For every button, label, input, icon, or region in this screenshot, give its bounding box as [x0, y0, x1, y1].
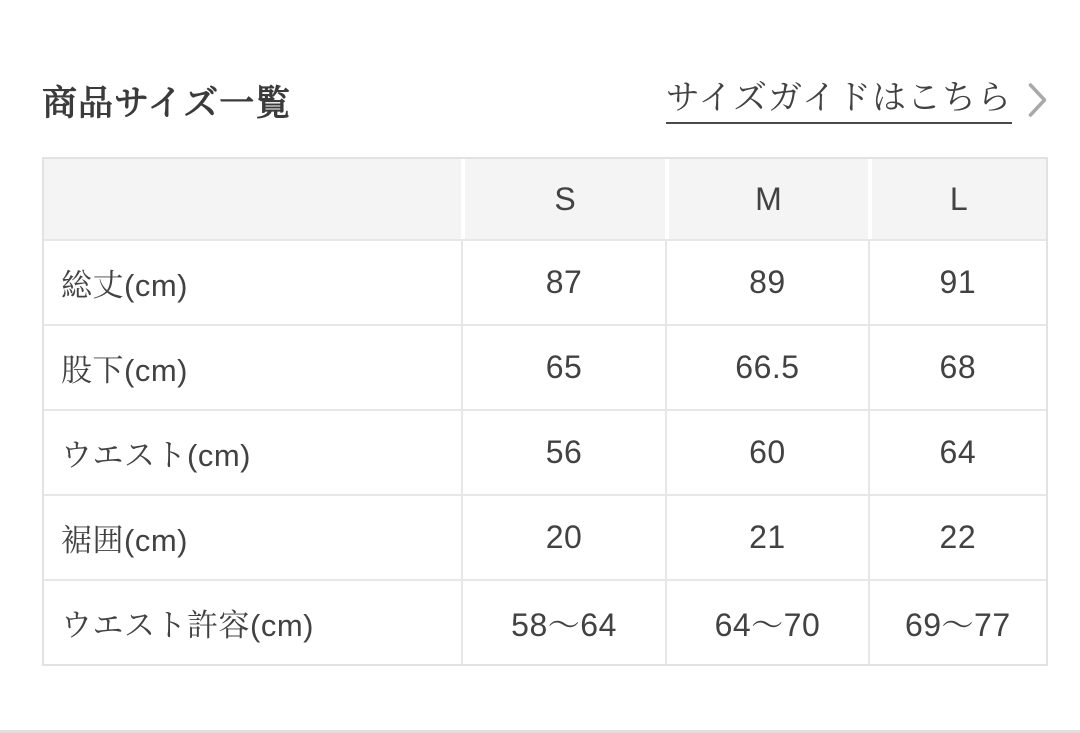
size-table-header-row — [44, 159, 1046, 239]
chevron-right-icon — [1027, 82, 1048, 122]
header-cell-size-m: M — [665, 159, 867, 239]
row-label: 股下(cm) — [44, 324, 461, 409]
row-label: 裾囲(cm) — [44, 494, 461, 579]
table-row-hem-circumference — [44, 494, 1046, 579]
cell-value: 91 — [868, 239, 1046, 324]
table-row-inseam — [44, 324, 1046, 409]
table-row-total-length — [44, 239, 1046, 324]
cell-value: 58〜64 — [461, 579, 665, 664]
cell-value: 20 — [461, 494, 665, 579]
header-cell-size-l: L — [868, 159, 1046, 239]
cell-value: 22 — [868, 494, 1046, 579]
cell-value: 64 — [868, 409, 1046, 494]
size-guide-link[interactable] — [666, 80, 1048, 124]
row-label: ウエスト許容(cm) — [44, 579, 461, 664]
cell-value: 89 — [665, 239, 867, 324]
table-row-waist-allowance — [44, 579, 1046, 664]
cell-value: 87 — [461, 239, 665, 324]
cell-value: 69〜77 — [868, 579, 1046, 664]
cell-value: 21 — [665, 494, 867, 579]
cell-value: 66.5 — [665, 324, 867, 409]
header-cell-blank — [44, 159, 461, 239]
cell-value: 60 — [665, 409, 867, 494]
header-cell-size-s: S — [461, 159, 665, 239]
row-label: ウエスト(cm) — [44, 409, 461, 494]
table-row-waist — [44, 409, 1046, 494]
cell-value: 56 — [461, 409, 665, 494]
size-table — [42, 157, 1048, 666]
size-guide-link-label: サイズガイドはこちら — [666, 80, 1012, 124]
cell-value: 64〜70 — [665, 579, 867, 664]
row-label: 総丈(cm) — [44, 239, 461, 324]
cell-value: 68 — [868, 324, 1046, 409]
section-header — [42, 80, 1048, 124]
page-title: 商品サイズ一覧 — [42, 84, 292, 124]
cell-value: 65 — [461, 324, 665, 409]
